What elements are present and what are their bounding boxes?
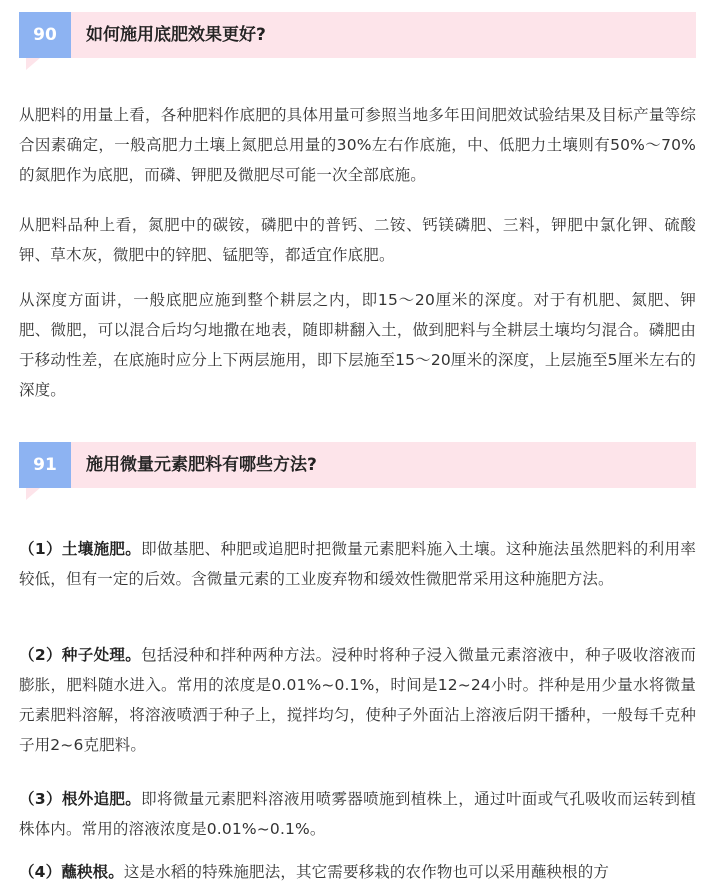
- method-item-soil: [19, 534, 696, 594]
- section-number-badge: 91: [19, 442, 71, 488]
- method-text: 包括浸种和拌种两种方法。浸种时将种子浸入微量元素溶液中，种子吸收溶液而膨胀，肥料随水进入。常用的浓度是0.01%~0.1%，时间是12~24小时。拌种是用少量水将微量元素肥料溶解，将溶液喷洒于种子上，搅拌均匀，使种子外面沾上溶液后阴干播种，一般每千克种子用2~6克肥料。: [19, 646, 696, 754]
- paragraph-fertilizer-amount: 从肥料的用量上看，各种肥料作底肥的具体用量可参照当地多年田间肥效试验结果及目标产量等综合因素确定，一般高肥力土壤上氮肥总用量的30%左右作底施，中、低肥力土壤则有50%～70%的氮肥作为底肥，而磷、钾肥及微肥尽可能一次全部底施。: [19, 106, 696, 184]
- badge-tail-decoration: [26, 488, 40, 500]
- method-item-root-dip: [19, 857, 696, 887]
- section-title: 施用微量元素肥料有哪些方法?: [86, 455, 317, 475]
- section-number-badge: 90: [19, 12, 71, 58]
- paragraph-fertilizer-types: 从肥料品种上看，氮肥中的碳铵，磷肥中的普钙、二铵、钙镁磷肥、三料，钾肥中氯化钾、硫酸钾、草木灰，微肥中的锌肥、锰肥等，都适宜作底肥。: [19, 216, 696, 264]
- method-term: （4）蘸秧根。: [19, 863, 124, 881]
- method-item-foliar: [19, 784, 696, 844]
- method-term: （2）种子处理。: [19, 646, 142, 664]
- section-header-91: [19, 442, 696, 488]
- method-item-seed: [19, 640, 696, 760]
- method-text: 即做基肥、种肥或追肥时把微量元素肥料施入土壤。这种施法虽然肥料的利用率较低，但有一定的后效。含微量元素的工业废弃物和缓效性微肥常采用这种施肥方法。: [19, 540, 696, 588]
- section-title: 如何施用底肥效果更好?: [86, 25, 266, 45]
- method-term: （1）土壤施肥。: [19, 540, 142, 558]
- method-text: 即将微量元素肥料溶液用喷雾器喷施到植株上，通过叶面或气孔吸收而运转到植株体内。常用的溶液浓度是0.01%~0.1%。: [19, 790, 696, 838]
- badge-tail-decoration: [26, 58, 40, 70]
- paragraph-fertilizer-depth: 从深度方面讲，一般底肥应施到整个耕层之内，即15～20厘米的深度。对于有机肥、氮肥、钾肥、微肥，可以混合后均匀地撒在地表，随即耕翻入土，做到肥料与全耕层土壤均匀混合。磷肥由于移动性差，在底施时应分上下两层施用，即下层施至15～20厘米的深度，上层施至5厘米左右的深度。: [19, 291, 696, 399]
- method-text: 这是水稻的特殊施肥法，其它需要移栽的农作物也可以采用蘸秧根的方: [123, 863, 610, 881]
- section-header-90: [19, 12, 696, 58]
- method-term: （3）根外追肥。: [19, 790, 142, 808]
